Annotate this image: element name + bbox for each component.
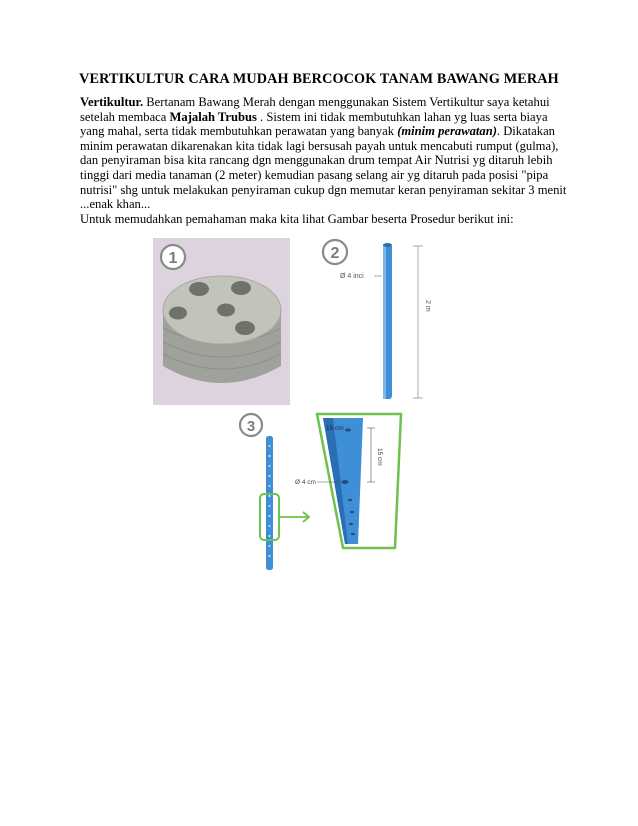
magazine-name: Majalah Trubus — [169, 109, 257, 124]
figure-1-base — [153, 238, 290, 405]
figure-2-pipe — [318, 238, 448, 405]
figure-3-illustration — [235, 410, 411, 573]
figure-1-number: 1 — [168, 250, 178, 267]
pipe-length-label: 2 m — [424, 300, 431, 312]
emphasis-text: (minim perawatan) — [397, 124, 497, 139]
hole-diameter-label: Ø 4 cm — [295, 479, 316, 486]
figure-2-illustration — [318, 238, 448, 405]
base-hole — [217, 304, 235, 317]
intro-text-2: . Sistem ini tidak membutuhkan lahan yg luas serta biaya yang mahal, serta tidak membutuhkan perawatan yang banyak — [80, 109, 548, 139]
intro-text-1: Bertanam Bawang Merah dengan menggunakan Sistem Vertikultur saya ketahui setelah membaca — [80, 95, 550, 124]
hole-spacing-label: 15 cm — [376, 448, 383, 466]
base-hole — [169, 307, 187, 320]
figure-2-number: 2 — [330, 245, 340, 262]
base-hole — [231, 281, 251, 295]
article-body — [80, 95, 570, 226]
closing-line: Untuk memudahkan pemahaman maka kita lihat Gambar beserta Prosedur berikut ini: — [80, 211, 514, 226]
figure-1-illustration — [153, 238, 290, 405]
document-title: VERTIKULTUR CARA MUDAH BERCOCOK TANAM BAWANG MERAH — [79, 71, 559, 87]
base-hole — [189, 282, 209, 296]
intro-lead: Vertikultur. — [80, 95, 144, 109]
top-spacing-label: 15 cm — [326, 425, 344, 432]
figure-3-perforated-pipe — [235, 410, 411, 573]
figure-3-number: 3 — [246, 418, 256, 435]
base-hole — [235, 321, 255, 335]
intro-paragraph — [80, 95, 570, 212]
pipe-diameter-label: Ø 4 inci — [340, 273, 364, 280]
intro-text-3: . Dikatakan minim perawatan dikarenakan kita tidak lagi bersusah payah untuk mencabuti rumput (gulma), dan penyiraman bisa kita rancang dgn menggunakan drum tempat Air Nutrisi yg ditaruh lebih tinggi dari media tanaman (2 meter) kemudian pasang selang air yg ditaruh pada posisi "pipa nutrisi" shg untuk melakukan penyiraman cukup dgn memutar keran penyiraman sekitar 3 menit ...enak khan... — [80, 124, 567, 212]
